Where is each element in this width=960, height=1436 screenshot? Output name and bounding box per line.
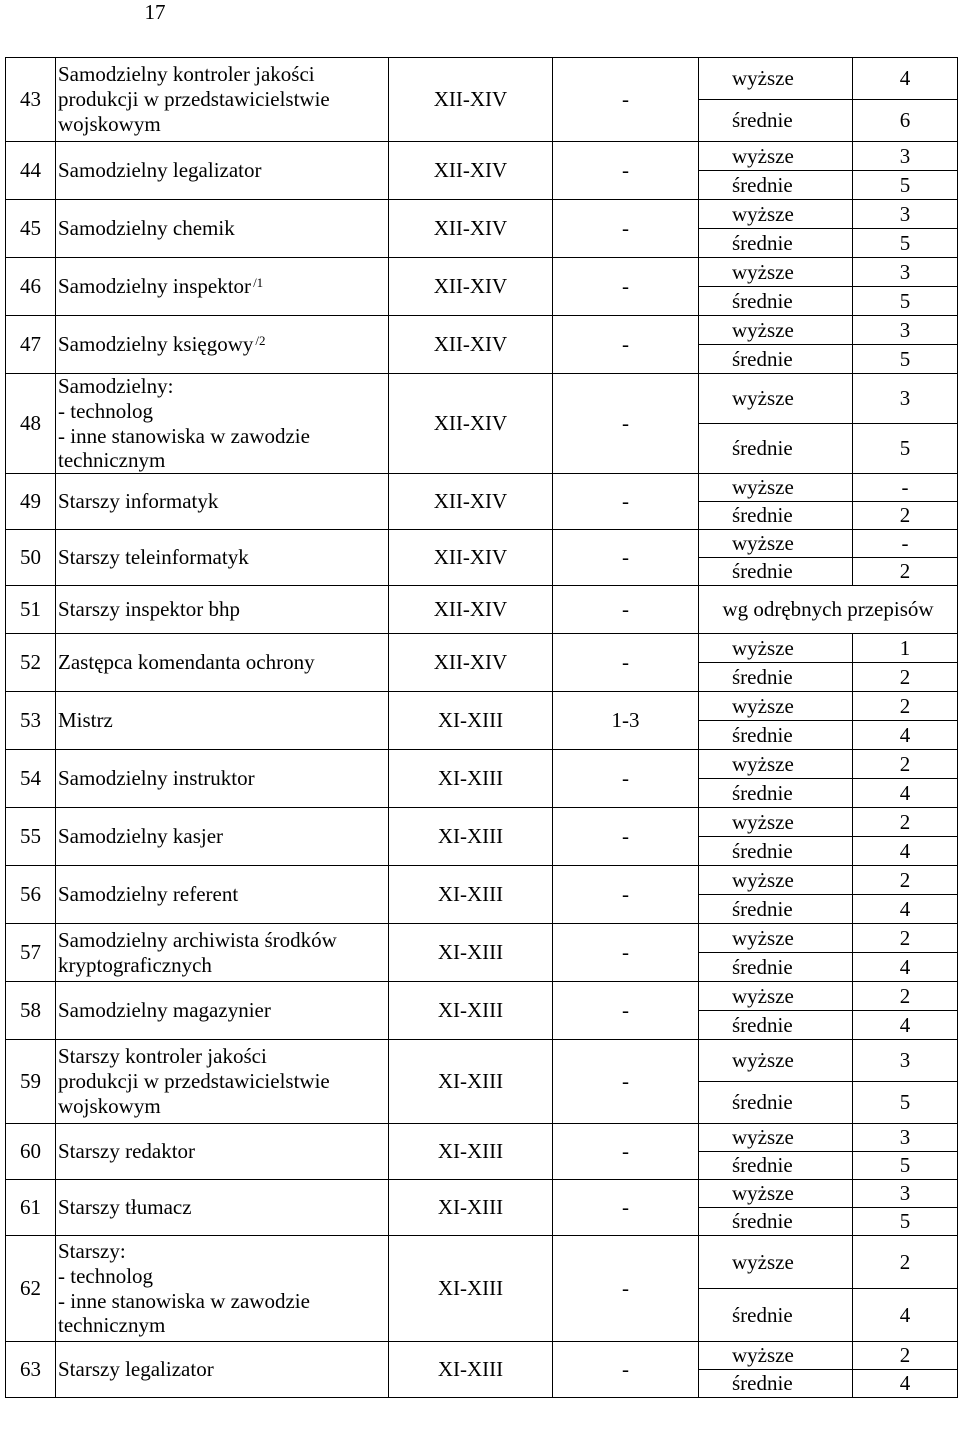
- education-level: wyższe: [699, 530, 853, 558]
- years-required: 4: [853, 1289, 958, 1342]
- education-level: średnie: [699, 1289, 853, 1342]
- position-name-line: Samodzielny:: [58, 374, 174, 398]
- table-row: [6, 866, 958, 895]
- category: XII-XIV: [389, 258, 553, 316]
- years-required: 6: [853, 100, 958, 142]
- education-level: wyższe: [699, 374, 853, 424]
- position-name: [56, 1040, 389, 1124]
- education-level: średnie: [699, 663, 853, 692]
- group: -: [553, 866, 699, 924]
- position-name: [56, 1342, 389, 1398]
- position-name-line: - technolog: [58, 398, 154, 423]
- table-row: [6, 530, 958, 558]
- table-row: [6, 58, 958, 100]
- education-level: średnie: [699, 345, 853, 374]
- position-name-line: Starszy:: [58, 1239, 126, 1264]
- row-number: 44: [6, 142, 56, 200]
- years-required: 2: [853, 982, 958, 1011]
- years-required: 5: [853, 287, 958, 316]
- category: XII-XIV: [389, 200, 553, 258]
- years-required: 2: [853, 558, 958, 586]
- group: -: [553, 316, 699, 374]
- position-name-line: Samodzielny kontroler jakości: [58, 62, 315, 87]
- education-level: średnie: [699, 1152, 853, 1180]
- category: XI-XIII: [389, 866, 553, 924]
- position-name-line: - technolog: [58, 1263, 154, 1288]
- years-required: 3: [853, 1040, 958, 1082]
- years-required: 2: [853, 663, 958, 692]
- education-level: wyższe: [699, 924, 853, 953]
- row-number: 54: [6, 750, 56, 808]
- position-name: [56, 258, 389, 316]
- position-name-line: Samodzielny chemik: [58, 216, 235, 241]
- group: -: [553, 982, 699, 1040]
- position-name: [56, 200, 389, 258]
- education-level: średnie: [699, 895, 853, 924]
- requirement-special: wg odrębnych przepisów: [699, 586, 958, 634]
- position-name-line: Samodzielny instruktor: [58, 766, 255, 791]
- position-name-line: produkcji w przedstawicielstwie: [58, 1069, 330, 1094]
- years-required: 2: [853, 750, 958, 779]
- position-name: [56, 474, 389, 530]
- position-name-line: Samodzielny inspektor: [58, 274, 252, 299]
- position-name-line: Zastępca komendanta ochrony: [58, 650, 315, 675]
- table-row: [6, 374, 958, 424]
- table-row: [6, 1040, 958, 1082]
- position-name: [56, 750, 389, 808]
- education-level: wyższe: [699, 58, 853, 100]
- group: -: [553, 1236, 699, 1342]
- position-name-line: Starszy legalizator: [58, 1357, 214, 1382]
- years-required: 3: [853, 1124, 958, 1152]
- education-level: wyższe: [699, 1236, 853, 1289]
- group: -: [553, 530, 699, 586]
- education-level: średnie: [699, 1011, 853, 1040]
- position-name: [56, 1236, 389, 1342]
- row-number: 59: [6, 1040, 56, 1124]
- education-level: średnie: [699, 558, 853, 586]
- row-number: 60: [6, 1124, 56, 1180]
- position-name-line: Starszy informatyk: [58, 489, 219, 514]
- years-required: 4: [853, 779, 958, 808]
- education-level: średnie: [699, 229, 853, 258]
- years-required: 4: [853, 953, 958, 982]
- years-required: 2: [853, 502, 958, 530]
- row-number: 43: [6, 58, 56, 142]
- education-level: wyższe: [699, 866, 853, 895]
- category: XI-XIII: [389, 1040, 553, 1124]
- education-level: wyższe: [699, 1040, 853, 1082]
- position-name: [56, 1124, 389, 1180]
- years-required: -: [853, 474, 958, 502]
- table-row: [6, 1180, 958, 1208]
- position-name-line: Samodzielny archiwista środków: [58, 927, 337, 952]
- category: XI-XIII: [389, 924, 553, 982]
- position-name-line: wojskowym: [58, 1093, 161, 1118]
- position-name-line: - inne stanowiska w zawodzie: [58, 1288, 310, 1313]
- education-level: wyższe: [699, 634, 853, 663]
- education-level: średnie: [699, 1082, 853, 1124]
- category: XII-XIV: [389, 634, 553, 692]
- group: -: [553, 200, 699, 258]
- table-row: [6, 200, 958, 229]
- group: -: [553, 58, 699, 142]
- position-name: [56, 1180, 389, 1236]
- row-number: 51: [6, 586, 56, 634]
- education-level: średnie: [699, 1208, 853, 1236]
- row-number: 62: [6, 1236, 56, 1342]
- position-name: [56, 58, 389, 142]
- table-row: [6, 692, 958, 721]
- position-name-line: Samodzielny referent: [58, 882, 239, 907]
- row-number: 49: [6, 474, 56, 530]
- table-row: [6, 586, 958, 634]
- category: XI-XIII: [389, 1342, 553, 1398]
- position-name-line: wojskowym: [58, 111, 161, 136]
- years-required: 1: [853, 634, 958, 663]
- education-level: średnie: [699, 502, 853, 530]
- category: XII-XIV: [389, 316, 553, 374]
- education-level: wyższe: [699, 750, 853, 779]
- table-row: [6, 1124, 958, 1152]
- table-row: [6, 1342, 958, 1370]
- education-level: średnie: [699, 953, 853, 982]
- years-required: -: [853, 530, 958, 558]
- education-level: średnie: [699, 1370, 853, 1398]
- row-number: 57: [6, 924, 56, 982]
- category: XI-XIII: [389, 1180, 553, 1236]
- years-required: 3: [853, 200, 958, 229]
- position-name-line: - inne stanowiska w zawodzie: [58, 423, 310, 448]
- years-required: 5: [853, 229, 958, 258]
- page-number: 17: [144, 0, 166, 24]
- education-level: średnie: [699, 287, 853, 316]
- years-required: 3: [853, 374, 958, 424]
- position-name: [56, 316, 389, 374]
- years-required: 3: [853, 316, 958, 345]
- category: XI-XIII: [389, 692, 553, 750]
- row-number: 47: [6, 316, 56, 374]
- position-name-line: Starszy inspektor bhp: [58, 597, 240, 622]
- education-level: wyższe: [699, 316, 853, 345]
- category: XI-XIII: [389, 982, 553, 1040]
- years-required: 2: [853, 1342, 958, 1370]
- years-required: 4: [853, 837, 958, 866]
- position-name: [56, 634, 389, 692]
- category: XI-XIII: [389, 808, 553, 866]
- table-row: [6, 634, 958, 663]
- years-required: 3: [853, 1180, 958, 1208]
- education-level: wyższe: [699, 1342, 853, 1370]
- row-number: 55: [6, 808, 56, 866]
- position-name-line: Starszy tłumacz: [58, 1195, 192, 1220]
- position-name: [56, 142, 389, 200]
- row-number: 45: [6, 200, 56, 258]
- education-level: wyższe: [699, 982, 853, 1011]
- education-level: średnie: [699, 721, 853, 750]
- position-name: [56, 374, 389, 474]
- position-name-line: technicznym: [58, 1313, 166, 1338]
- footnote-marker: /2: [255, 333, 266, 349]
- group: -: [553, 1040, 699, 1124]
- education-level: wyższe: [699, 808, 853, 837]
- years-required: 2: [853, 924, 958, 953]
- education-level: wyższe: [699, 200, 853, 229]
- education-level: wyższe: [699, 142, 853, 171]
- group: -: [553, 258, 699, 316]
- years-required: 2: [853, 692, 958, 721]
- row-number: 63: [6, 1342, 56, 1398]
- education-level: wyższe: [699, 1124, 853, 1152]
- position-name-line: Starszy kontroler jakości: [58, 1044, 267, 1069]
- table-row: [6, 142, 958, 171]
- footnote-marker: /1: [253, 275, 264, 291]
- position-name: [56, 586, 389, 634]
- position-name-line: Starszy redaktor: [58, 1139, 196, 1164]
- group: -: [553, 586, 699, 634]
- years-required: 4: [853, 58, 958, 100]
- table-row: [6, 1236, 958, 1289]
- table-row: [6, 316, 958, 345]
- category: XII-XIV: [389, 374, 553, 474]
- row-number: 46: [6, 258, 56, 316]
- table-row: [6, 258, 958, 287]
- row-number: 53: [6, 692, 56, 750]
- category: XI-XIII: [389, 1236, 553, 1342]
- years-required: 3: [853, 142, 958, 171]
- position-name: [56, 866, 389, 924]
- group: 1-3: [553, 692, 699, 750]
- education-level: wyższe: [699, 1180, 853, 1208]
- years-required: 5: [853, 1082, 958, 1124]
- group: -: [553, 1124, 699, 1180]
- category: XII-XIV: [389, 530, 553, 586]
- group: -: [553, 1342, 699, 1398]
- years-required: 5: [853, 1208, 958, 1236]
- position-name-line: Mistrz: [58, 708, 113, 733]
- table-row: [6, 474, 958, 502]
- group: -: [553, 808, 699, 866]
- category: XII-XIV: [389, 142, 553, 200]
- years-required: 5: [853, 424, 958, 474]
- category: XII-XIV: [389, 58, 553, 142]
- row-number: 56: [6, 866, 56, 924]
- years-required: 5: [853, 171, 958, 200]
- years-required: 4: [853, 1370, 958, 1398]
- years-required: 5: [853, 345, 958, 374]
- education-level: średnie: [699, 100, 853, 142]
- position-name-line: Samodzielny kasjer: [58, 824, 224, 849]
- years-required: 2: [853, 808, 958, 837]
- table-row: [6, 750, 958, 779]
- position-name-line: Starszy teleinformatyk: [58, 545, 249, 570]
- row-number: 50: [6, 530, 56, 586]
- group: -: [553, 374, 699, 474]
- table-row: [6, 982, 958, 1011]
- category: XI-XIII: [389, 1124, 553, 1180]
- group: -: [553, 142, 699, 200]
- positions-table: [5, 57, 958, 1398]
- row-number: 52: [6, 634, 56, 692]
- table-row: [6, 808, 958, 837]
- position-name: [56, 808, 389, 866]
- position-name-line: produkcji w przedstawicielstwie: [58, 87, 330, 112]
- years-required: 2: [853, 866, 958, 895]
- group: -: [553, 750, 699, 808]
- position-name: [56, 692, 389, 750]
- position-name: [56, 924, 389, 982]
- years-required: 4: [853, 1011, 958, 1040]
- position-name-line: Samodzielny księgowy: [58, 332, 254, 357]
- group: -: [553, 474, 699, 530]
- education-level: wyższe: [699, 258, 853, 287]
- position-name-line: technicznym: [58, 448, 166, 473]
- position-name: [56, 530, 389, 586]
- row-number: 61: [6, 1180, 56, 1236]
- education-level: wyższe: [699, 692, 853, 721]
- position-name-line: Samodzielny magazynier: [58, 998, 271, 1023]
- group: -: [553, 924, 699, 982]
- table-row: [6, 924, 958, 953]
- position-name: [56, 982, 389, 1040]
- category: XII-XIV: [389, 474, 553, 530]
- education-level: średnie: [699, 171, 853, 200]
- category: XII-XIV: [389, 586, 553, 634]
- group: -: [553, 1180, 699, 1236]
- years-required: 3: [853, 258, 958, 287]
- education-level: średnie: [699, 837, 853, 866]
- years-required: 2: [853, 1236, 958, 1289]
- group: -: [553, 634, 699, 692]
- years-required: 4: [853, 721, 958, 750]
- row-number: 48: [6, 374, 56, 474]
- years-required: 5: [853, 1152, 958, 1180]
- category: XI-XIII: [389, 750, 553, 808]
- education-level: średnie: [699, 779, 853, 808]
- row-number: 58: [6, 982, 56, 1040]
- position-name-line: kryptograficznych: [58, 952, 212, 977]
- position-name-line: Samodzielny legalizator: [58, 158, 262, 183]
- years-required: 4: [853, 895, 958, 924]
- education-level: średnie: [699, 424, 853, 474]
- education-level: wyższe: [699, 474, 853, 502]
